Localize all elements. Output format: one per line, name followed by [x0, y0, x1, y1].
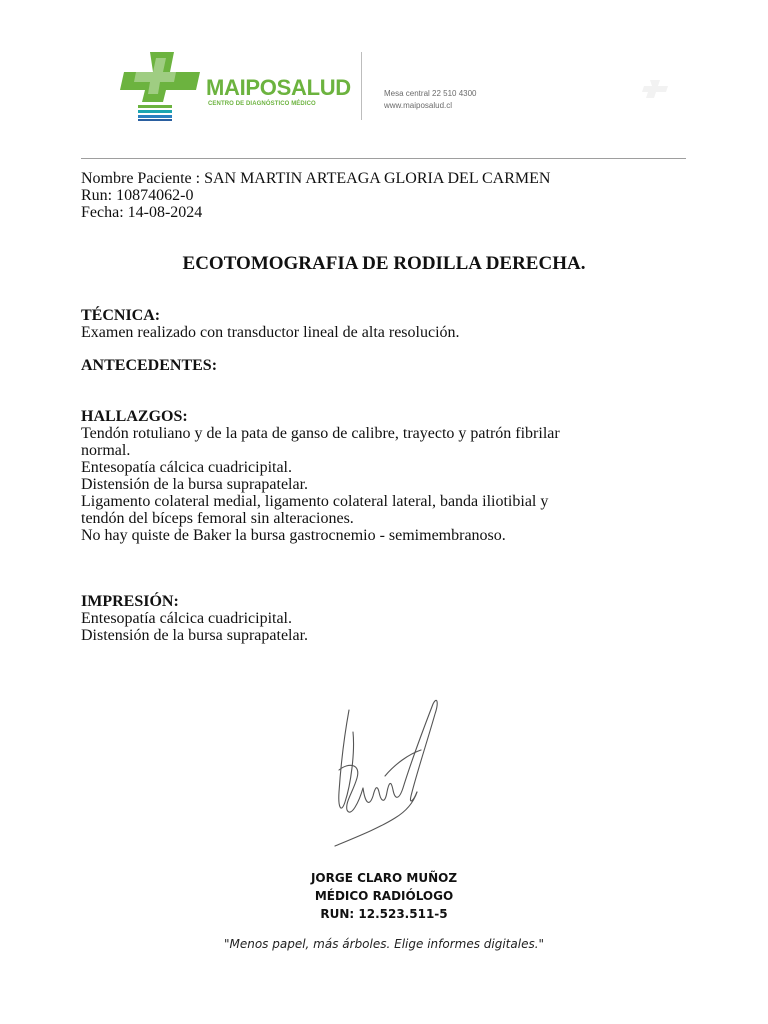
header-divider: [361, 52, 362, 120]
doctor-name: JORGE CLARO MUÑOZ: [310, 871, 458, 885]
footer-quote: "Menos papel, más árboles. Elige informes digitales.": [223, 937, 545, 951]
hallazgo-line: Tendón rotuliano y de la pata de ganso de calibre, trayecto y patrón fibrilar: [81, 425, 560, 442]
website-link: www.maiposalud.cl: [384, 101, 453, 110]
patient-run: Run: 10874062-0: [81, 187, 194, 204]
hallazgo-line: Entesopatía cálcica cuadricipital.: [81, 459, 292, 476]
maiposalud-logo-icon: [118, 50, 204, 122]
doctor-run: RUN: 12.523.511-5: [320, 907, 448, 921]
hallazgo-line: tendón del bíceps femoral sin alteraciones.: [81, 510, 354, 527]
report-date: Fecha: 14-08-2024: [81, 204, 203, 221]
impresion-line: Distensión de la bursa suprapatelar.: [81, 627, 309, 644]
hallazgo-line: Ligamento colateral medial, ligamento colateral lateral, banda iliotibial y: [81, 493, 549, 510]
report-title: ECOTOMOGRAFIA DE RODILLA DERECHA.: [182, 253, 586, 274]
tecnica-text: Examen realizado con transductor lineal de alta resolución.: [81, 324, 460, 341]
hallazgo-line: Distensión de la bursa suprapatelar.: [81, 476, 309, 493]
brand-name: MAIPOSALUD: [206, 75, 351, 100]
header-rule: [81, 158, 686, 159]
hallazgos-heading: HALLAZGOS:: [81, 408, 188, 425]
hallazgo-line: No hay quiste de Baker la bursa gastrocnemio - semimembranoso.: [81, 527, 506, 544]
tecnica-heading: TÉCNICA:: [81, 307, 161, 324]
phone-number: Mesa central 22 510 4300: [384, 89, 477, 98]
impresion-list: [81, 610, 308, 644]
patient-name: Nombre Paciente : SAN MARTIN ARTEAGA GLORIA DEL CARMEN: [81, 170, 551, 187]
impresion-heading: IMPRESIÓN:: [81, 593, 179, 610]
impresion-line: Entesopatía cálcica cuadricipital.: [81, 610, 292, 627]
hallazgos-list: [81, 425, 560, 544]
faint-watermark-icon: [640, 78, 670, 100]
brand-subtitle: CENTRO DE DIAGNÓSTICO MÉDICO: [208, 101, 316, 107]
handwritten-signature-icon: [325, 692, 445, 852]
doctor-role: MÉDICO RADIÓLOGO: [314, 889, 454, 903]
hallazgo-line: normal.: [81, 442, 131, 459]
antecedentes-heading: ANTECEDENTES:: [81, 357, 218, 374]
